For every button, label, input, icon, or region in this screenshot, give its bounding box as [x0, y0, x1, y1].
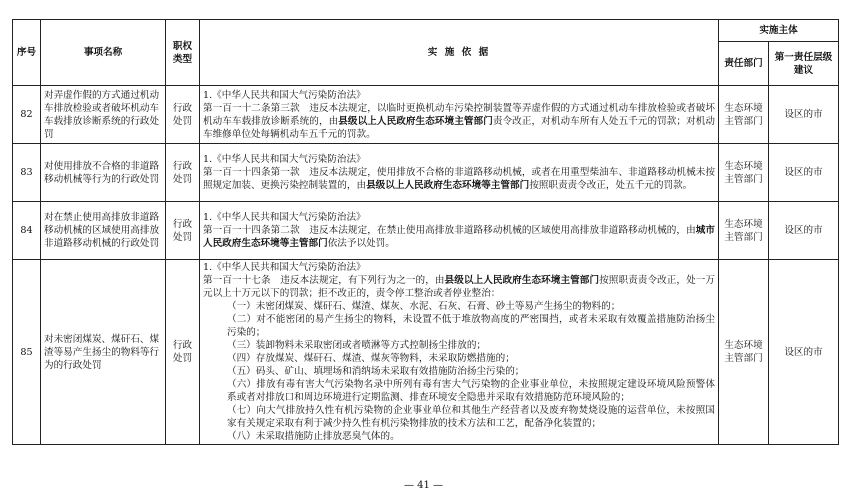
row-number: 84 [13, 202, 41, 260]
item-name: 对在禁止使用高排放非道路移动机械的区域使用高排放非道路移动机械的行政处罚 [41, 202, 166, 260]
clause-item: （八）未采取措施防止排放恶臭气体的。 [227, 431, 400, 442]
authority-type: 行政处罚 [166, 260, 200, 445]
header-dept: 责任部门 [719, 42, 769, 86]
authority-type: 行政处罚 [166, 144, 200, 202]
enforcement-table [12, 19, 839, 445]
law-title: 1.《中华人民共和国大气污染防治法》 [203, 89, 366, 101]
header-level: 第一责任层级建议 [769, 42, 839, 86]
clause-item: （五）码头、矿山、填埋场和消纳场未采取有效措施防治扬尘污染的； [227, 366, 525, 377]
responsible-authority: 县级以上人民政府生态环境主管部门 [338, 115, 493, 127]
header-no: 序号 [13, 20, 41, 86]
basis-text-cont: 依法予以处罚。 [327, 238, 395, 249]
legal-basis [200, 86, 719, 144]
responsibility-level: 设区的市 [769, 202, 839, 260]
header-type: 职权类型 [166, 20, 200, 86]
table-row [13, 86, 839, 144]
basis-text: 第一百一十七条 违反本法规定，有下列行为之一的，由 [203, 275, 445, 286]
item-name: 对弄虚作假的方式通过机动车排放检验或者破坏机动车车载排放诊断系统的行政处罚 [41, 86, 166, 144]
basis-text: 第一百一十二条第三款 违反本法规定，以临时更换机动车污染控制装置等弄虚作假的方式通过机动车排放检验或者破坏机动车车载排放诊断系统的，由 [203, 102, 715, 127]
clause-item: （七）向大气排放持久性有机污染物的企业事业单位和其他生产经营者以及废弃物焚烧设施的运营单位，未按照国家有关规定采取有利于减少持久性有机污染物排放的技术方法和工艺，配备净化装置的； [227, 405, 715, 429]
item-name: 对未密闭煤炭、煤矸石、煤渣等易产生扬尘的物料等行为的行政处罚 [41, 260, 166, 445]
basis-text-cont: 责令改正，对机动车所有人处五千元的罚款；对机动车维修单位处每辆机动车五千元的罚款。 [203, 115, 716, 140]
law-title: 1.《中华人民共和国大气污染防治法》 [203, 212, 366, 223]
clause-item: （一）未密闭煤炭、煤矸石、煤渣、煤灰、水泥、石灰、石膏、砂土等易产生扬尘的物料的； [227, 301, 621, 312]
header-basis: 实 施 依 据 [200, 20, 719, 86]
page-number: — 41 — [403, 480, 444, 491]
law-title: 1.《中华人民共和国大气污染防治法》 [203, 262, 366, 273]
responsible-dept: 生态环境主管部门 [719, 202, 769, 260]
legal-basis [200, 144, 719, 202]
basis-text: 第一百一十四条第二款 违反本法规定，在禁止使用高排放非道路移动机械的区域使用高排放非道路移动机械的，由 [203, 225, 696, 236]
responsible-dept: 生态环境主管部门 [719, 86, 769, 144]
clause-item: （三）装卸物料未采取密闭或者喷淋等方式控制扬尘排放的； [227, 340, 487, 351]
authority-type: 行政处罚 [166, 202, 200, 260]
clause-item: （六）排放有毒有害大气污染物名录中所列有毒有害大气污染物的企业事业单位，未按照规定建设环境风险预警体系或者对排放口和周边环境进行定期监测、排查环境安全隐患并采取有效措施防范环境风险的； [227, 379, 715, 403]
responsible-authority: 县级以上人民政府生态环境主管部门 [444, 275, 600, 286]
table-row [13, 144, 839, 202]
responsibility-level: 设区的市 [769, 86, 839, 144]
clause-item: （二）对不能密闭的易产生扬尘的物料，未设置不低于堆放物高度的严密围挡，或者未采取有效覆盖措施防治扬尘污染的； [227, 314, 715, 338]
responsible-dept: 生态环境主管部门 [719, 260, 769, 445]
responsible-dept: 生态环境主管部门 [719, 144, 769, 202]
header-name: 事项名称 [41, 20, 166, 86]
row-number: 82 [13, 86, 41, 144]
responsible-authority: 县级以上人民政府生态环境等主管部门 [366, 180, 530, 191]
basis-text-cont: 按照职责责令改正，处五千元的罚款。 [529, 180, 693, 191]
basis-text: 第一百一十四条第一款 违反本法规定，使用排放不合格的非道路移动机械，或者在用重型柴油车、非道路移动机械未按照规定加装、更换污染控制装置的，由 [203, 167, 715, 191]
responsibility-level: 设区的市 [769, 144, 839, 202]
responsibility-level: 设区的市 [769, 260, 839, 445]
row-number: 85 [13, 260, 41, 445]
table-row [13, 260, 839, 445]
basis-text-cont: 按照职责责令改正，处一万元以上十万元以下的罚款；拒不改正的，责令停工整治或者停业整治： [203, 275, 716, 299]
table-row [13, 202, 839, 260]
row-number: 83 [13, 144, 41, 202]
responsible-authority: 城市人民政府生态环境等主管部门 [203, 225, 716, 249]
legal-basis [200, 260, 719, 445]
item-name: 对使用排放不合格的非道路移动机械等行为的行政处罚 [41, 144, 166, 202]
law-title: 1.《中华人民共和国大气污染防治法》 [203, 154, 366, 165]
legal-basis [200, 202, 719, 260]
clause-item: （四）存放煤炭、煤矸石、煤渣、煤灰等物料，未采取防燃措施的； [227, 353, 515, 364]
header-subject: 实施主体 [719, 20, 839, 42]
authority-type: 行政处罚 [166, 86, 200, 144]
